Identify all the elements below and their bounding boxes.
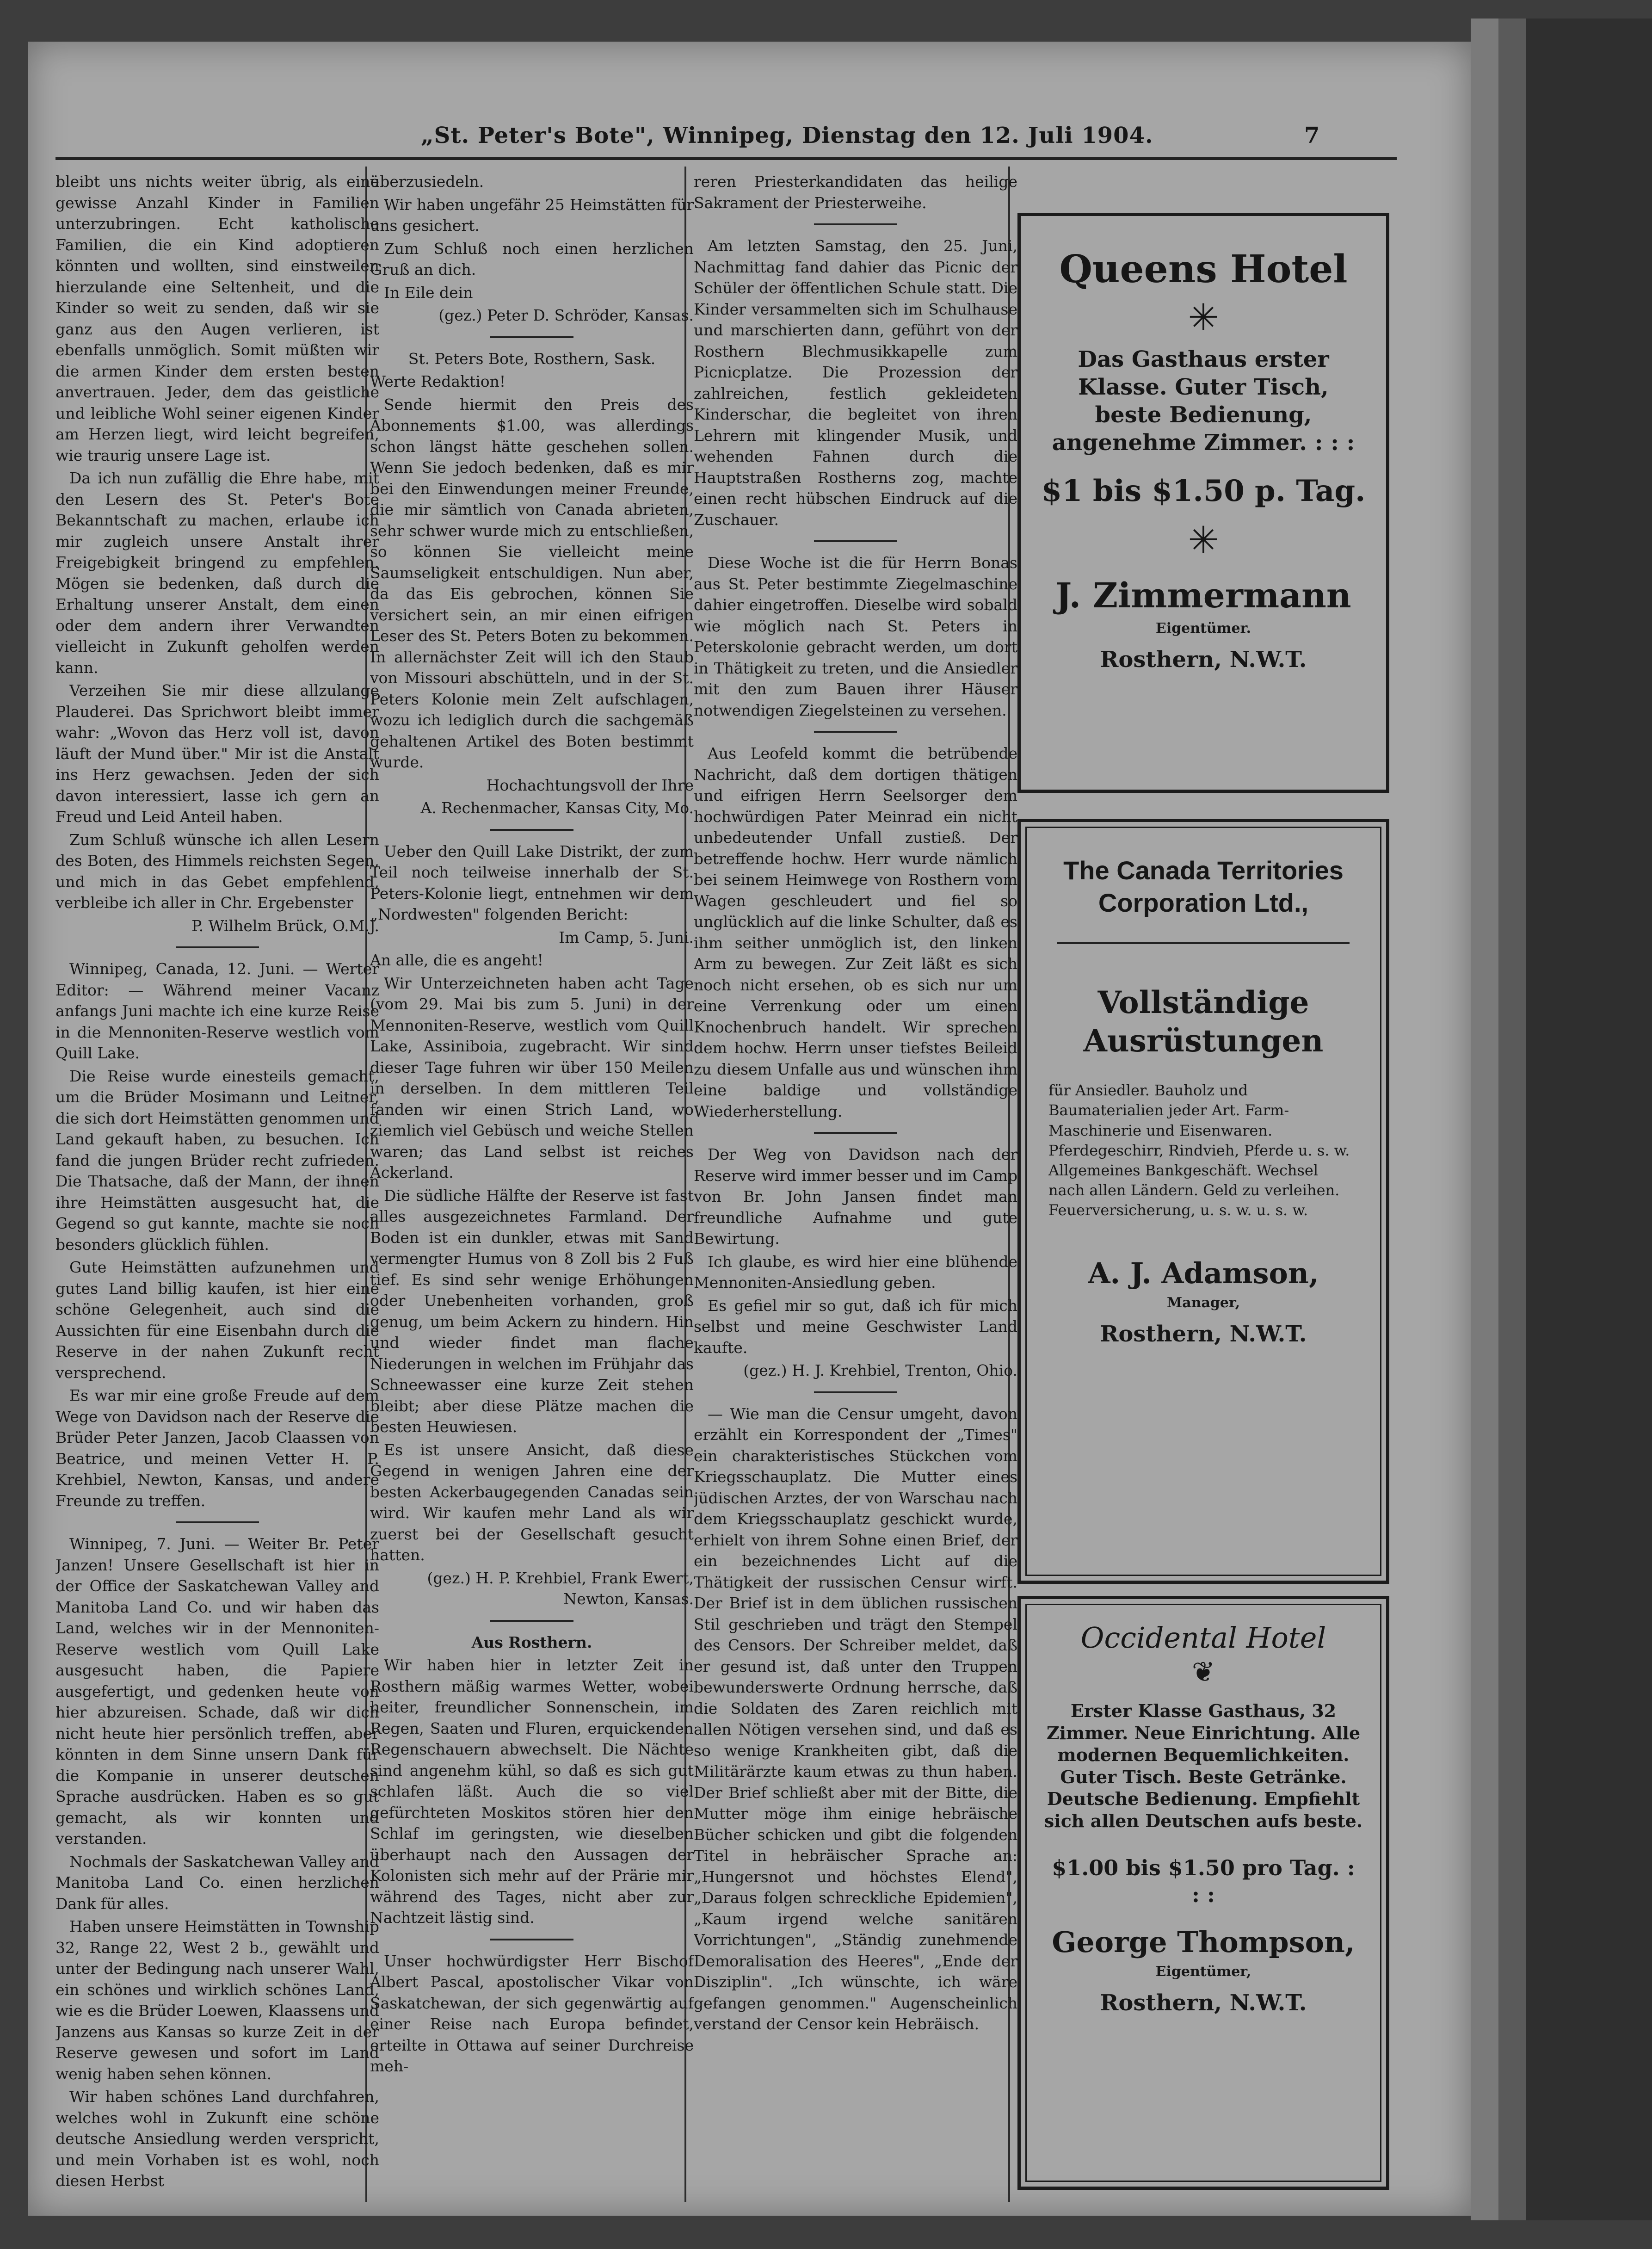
ornament-icon: ✳: [1188, 518, 1219, 562]
ornament-icon: ✳: [1188, 296, 1219, 340]
paragraph: Diese Woche ist die für Herrn Bonas aus St. Peter bestimmte Ziegelmaschine dahier eingetroffen. Dieselbe wird sobald wie möglich nach St. Peters in Peterskolonie gebracht werden, um dort in Thätigkeit zu treten, und die Ansiedler mit den zum Bauen ihrer Häuser notwendigen Ziegelsteinen zu versehen.: [694, 554, 1017, 719]
paragraph: In Eile dein: [384, 283, 473, 302]
separator: [814, 731, 897, 733]
paragraph: Unser hochwürdigster Herr Bischof Albert Pascal, apostolischer Vikar von Saskatchewan, der sich gegenwärtig auf einer Reise nach Europa befindet, erteilte in Ottawa auf seiner Durchreise meh-: [370, 1952, 694, 2075]
separator: [490, 1939, 573, 1940]
signature: P. Wilhelm Brück, O.M.J.: [191, 916, 379, 935]
paragraph: Winnipeg, 7. Juni. — Weiter Br. Peter Janzen! Unsere Gesellschaft ist hier in der Office der Saskatchewan Valley and Manitoba Land Co. und wir haben das Land, welches wir in der Mennoniten-Reserve westlich vom Quill Lake ausgesucht haben, die Papiere ausgefertigt, und gedenken heute von hier abzureisen. Schade, daß wir dich nicht heute hier persönlich treffen, aber könnten in dem Sinne unsern Dank für die Kompanie in unserer deutschen Sprache ausdrücken. Haben es so gut gemacht, als wir konnten und verstanden.: [55, 1535, 379, 1847]
paragraph: Da ich nun zufällig die Ehre habe, mit den Lesern des St. Peter's Bote Bekanntschaft zu machen, erlaube ich mir zugleich unsere Anstalt ihrer Freigebigkeit bringend zu empfehlen. Mögen sie bedenken, daß durch die Erhaltung unserer Anstalt, dem einen oder dem andern ihrer Verwandten vielleicht in Zukunft geholfen werden kann.: [55, 469, 379, 677]
column-1: [55, 171, 379, 2197]
paragraph: Winnipeg, Canada, 12. Juni. — Werter Editor: — Während meiner Vacanz anfangs Juni machte ich eine kurze Reise in die Mennoniten-Reserve westlich vom Quill Lake.: [55, 960, 379, 1062]
dateline: Im Camp, 5. Juni.: [559, 928, 694, 946]
page-edge: [1526, 19, 1652, 2220]
ad-role: Eigentümer,: [1155, 1964, 1251, 1980]
paragraph: Am letzten Samstag, den 25. Juni, Nachmittag fand dahier das Picnic der Schüler der öffentlichen Schule statt. Die Kinder versammelten sich im Schulhause und marschierten dann, geführt von der Rosthern Blechmusikkapelle zum Picnicplatze. Die Prozession der zahlreichen, festlich gekleideten Kinderschar, die begleitet von ihren Lehrern mit klingender Musik, und wehenden Fahnen durch die Hauptstraßen Rostherns zog, machte einen recht hübschen Eindruck auf die Zuschauer.: [694, 237, 1017, 529]
paragraph: Verzeihen Sie mir diese allzulange Plauderei. Das Sprichwort bleibt immer wahr: „Wovon das Herz voll ist, davon läuft der Mund über." Mir ist die Anstalt ins Herz gewachsen. Jeden der sich davon interessiert, lasse ich gern an Freud und Leid Anteil haben.: [55, 681, 379, 826]
paragraph: Es war mir eine große Freude auf dem Wege von Davidson nach der Reserve die Brüder Peter Janzen, Jacob Claassen von Beatrice, und meinen Vetter H. P. Krehbiel, Newton, Kansas, und andere Freunde zu treffen.: [55, 1386, 379, 1510]
separator: [814, 223, 897, 225]
paragraph: Zum Schluß wünsche ich allen Lesern des Boten, des Himmels reichsten Segen, und mich in das Gebet empfehlend, verbleibe ich aller in Chr. Ergebenster: [55, 830, 379, 912]
ad-title: Vollständige: [1097, 984, 1309, 1020]
ad-company-name: The Canada Territories Corporation Ltd.,: [1063, 856, 1344, 917]
paragraph: Wir haben schönes Land durchfahren, welches wohl in Zukunft eine schöne deutsche Ansiedlung werden verspricht, und mein Vorhaben ist es wohl, noch diesen Herbst: [55, 2088, 379, 2190]
paragraph: Ueber den Quill Lake Distrikt, der zum Teil noch teilweise innerhalb der St. Peters-Kolonie liegt, entnehmen wir dem „Nordwesten" folgenden Bericht:: [370, 842, 694, 923]
ad-manager: A. J. Adamson,: [1088, 1256, 1319, 1290]
page-edge: [1471, 19, 1498, 2220]
paragraph: Gute Heimstätten aufzunehmen und gutes Land billig kaufen, ist hier eine schöne Gelegenheit, auch sind die Aussichten für eine Eisenbahn durch die Reserve in der nahen Zukunft recht versprechend.: [55, 1258, 379, 1382]
occidental-hotel-ad: [1017, 1596, 1389, 2190]
newspaper-page: [28, 42, 1471, 2216]
ad-place: Rosthern, N.W.T.: [1100, 1990, 1307, 2016]
address: St. Peters Bote, Rosthern, Sask.: [408, 349, 656, 368]
paragraph: Es ist unsere Ansicht, daß diese Gegend in wenigen Jahren eine der besten Ackerbaugegenden Canadas sein wird. Wir kaufen mehr Land als wir zuerst bei der Gesellschaft gesucht hatten.: [370, 1440, 694, 1564]
separator: [490, 829, 573, 831]
paragraph: Zum Schluß noch einen herzlichen Gruß an dich.: [370, 239, 694, 278]
separator: [814, 540, 897, 542]
ornament-icon: ❦: [1191, 1656, 1215, 1689]
signature: (gez.) H. J. Krehbiel, Trenton, Ohio.: [743, 1361, 1017, 1379]
salutation: Werte Redaktion!: [370, 372, 506, 390]
ad-owner: George Thompson,: [1052, 1925, 1355, 1959]
paragraph: Sende hiermit den Preis des Abonnements $1.00, was allerdings schon längst hätte geschehen sollen. Wenn Sie jedoch bedenken, daß es mir bei den Einwendungen meiner Freunde, die mir sämtlich von Canada abrieten, sehr schwer wurde mich zu entschließen, so können Sie vielleicht meine Saumseligkeit entschuldigen. Nun aber, da das Eis gebrochen, können Sie versichert sein, an mir einen eifrigen Leser des St. Peters Boten zu bekommen. In allernächster Zeit will ich den Staub von Missouri abschütteln, und in der St. Peters Kolonie mein Zelt aufschlagen, wozu ich lediglich durch die sachgemäß gehaltenen Artikel des Boten bestimmt wurde.: [370, 395, 694, 771]
column-3: [694, 171, 1017, 2197]
paragraph: Es gefiel mir so gut, daß ich für mich selbst und meine Geschwister Land kaufte.: [694, 1296, 1017, 1357]
signature: A. Rechenmacher, Kansas City, Mo.: [420, 799, 694, 817]
queens-hotel-ad: [1017, 213, 1389, 793]
ad-description: Erster Klasse Gasthaus, 32 Zimmer. Neue Einrichtung. Alle modernen Bequemlichkeiten. Guter Tisch. Beste Getränke. Deutsche Bedienung. Empfiehlt sich allen Deutschen aufs beste.: [1044, 1700, 1363, 1831]
separator: [814, 1391, 897, 1393]
page-number: 7: [1304, 123, 1320, 148]
salutation: An alle, die es angeht!: [370, 951, 543, 969]
paragraph: Die südliche Hälfte der Reserve ist fast alles ausgezeichnetes Farmland. Der Boden ist ein dunkler, etwas mit Sand vermengter Humus von 8 Zoll bis 2 Fuß tief. Es sind sehr wenige Erhöhungen oder Unebenheiten vorhanden, groß genug, um beim Ackern zu hindern. Hin und wieder findet man flache Niederungen in welchen im Frühjahr das Schneewasser eine kurze Zeit stehen bleibt; aber diese Plätze machen die besten Heuwiesen.: [370, 1186, 694, 1436]
page-header: [28, 123, 1471, 150]
ad-title: Ausrüstungen: [1083, 1022, 1324, 1059]
separator: [490, 336, 573, 338]
page-edge: [1498, 19, 1526, 2220]
ad-description: für Ansiedler. Bauholz und Baumaterialien jeder Art. Farm-Maschinerie und Eisenwaren. Pferdegeschirr, Rindvieh, Pferde u. s. w. Allgemeines Bankgeschäft. Wechsel nach allen Ländern. Geld zu verleihen. Feuerversicherung, u. s. w. u. s. w.: [1048, 1081, 1350, 1219]
paragraph: Nochmals der Saskatchewan Valley and Manitoba Land Co. einen herzlichen Dank für alles.: [55, 1852, 379, 1913]
paragraph: Ich glaube, es wird hier eine blühende Mennoniten-Ansiedlung geben.: [694, 1252, 1017, 1291]
ad-rule: [1057, 942, 1350, 944]
closing: Hochachtungsvoll der Ihre: [486, 776, 694, 794]
paragraph: reren Priesterkandidaten das heilige Sakrament der Priesterweihe.: [694, 173, 1017, 212]
paragraph: Wir haben hier in letzter Zeit in Rosthern mäßig warmes Wetter, wobei heiter, freundlicher Sonnenschein, im Regen, Saaten und Fluren, erquickenden Regenschauern abwechselt. Die Nächte sind angenehm kühl, so daß es sich gut schlafen läßt. Auch die so viel gefürchteten Moskitos stören hier den Schlaf im geringsten, wie dieselben überhaupt nach den Aussagen der Kolonisten sich mehr auf der Prärie mir während des Tages, nicht aber zur Nachtzeit lästig sind.: [370, 1656, 694, 1927]
ad-place: Rosthern, N.W.T.: [1100, 1321, 1307, 1347]
column-2: [370, 171, 694, 2197]
ad-hotel-name: Occidental Hotel: [1080, 1621, 1326, 1655]
paragraph: bleibt uns nichts weiter übrig, als eine gewisse Anzahl Kinder in Familien unterzubringen. Echt katholische Familien, die ein Kind adoptieren könnten und wollten, sind einstweilen hierzulande eine Seltenheit, und die Kinder so weit zu senden, daß wir sie ganz aus den Augen verlieren, ist ebenfalls unmöglich. Somit müßten wir die armen Kinder dem ersten besten anvertrauen. Jeder, dem das geistliche und leibliche Wohl seiner eigenen Kinder am Herzen liegt, wird leicht begreifen, wie traurig unsere Lage ist.: [55, 173, 379, 464]
ad-place: Rosthern, N.W.T.: [1100, 646, 1307, 673]
paragraph: Der Weg von Davidson nach der Reserve wird immer besser und im Camp von Br. John Jansen findet man freundliche Aufnahme und gute Bewirtung.: [694, 1145, 1017, 1248]
separator: [176, 1521, 259, 1523]
separator: [814, 1132, 897, 1134]
ad-role: Eigentümer.: [1155, 620, 1251, 636]
paragraph: Wir Unterzeichneten haben acht Tage (vom 29. Mai bis zum 5. Juni) in der Mennoniten-Reserve, westlich vom Quill Lake, Assiniboia, zugebracht. Wir sind dieser Tage fuhren wir über 150 Meilen in derselben. In dem mittleren Teil fanden wir einen Strich Land, wo ziemlich viel Gebüsch und weiche Stellen waren; das Land selbst ist reiches Ackerland.: [370, 974, 694, 1181]
paragraph: — Wie man die Censur umgeht, davon erzählt ein Korrespondent der „Times" ein charakteristisches Stückchen vom Kriegsschauplatz. Die Mutter eines jüdischen Arztes, der von Warschau nach dem Kriegsschauplatz geschickt wurde, erhielt von ihrem Sohne einen Brief, der ein bezeichnendes Licht auf die Thätigkeit der russischen Censur wirft. Der Brief ist in dem üblichen russischen Stil geschrieben und trägt den Stempel des Censors. Der Schreiber meldet, daß er gesund ist, daß unter den Truppen bewunderswerte Ordnung herrsche, daß die Soldaten des Zaren reichlich mit allen Nötigen versehen sind, und daß es so wenige Krankheiten gibt, daß die Militärärzte kaum etwas zu thun haben. Der Brief schließt aber mit der Bitte, die Mutter möge ihm einige hebräische Bücher schicken und gibt die folgenden Titel in hebräischer Sprache an: „Hungersnot und höchstes Elend", „Daraus folgen schreckliche Epidemien", „Kaum irgend welche sanitären Vorrichtungen", „Ständig zunehmende Demoralisation des Heeres", „Ende der Disziplin". „Ich wünschte, ich wäre gefangen genommen." Augenscheinlich verstand der Censor kein Hebräisch.: [694, 1404, 1017, 2033]
paragraph: Haben unsere Heimstätten in Township 32, Range 22, West 2 b., gewählt und unter der Bedingung nach unserer Wahl, ein schönes und wirklich schönes Land, wie es die Brüder Loewen, Klaassens und Janzens aus Kansas so kurze Zeit in der Reserve gewesen und sofort im Land wenig haben sehen können.: [55, 1917, 379, 2083]
signature: (gez.) H. P. Krehbiel, Frank Ewert, Newton, Kansas.: [427, 1569, 694, 1608]
paragraph: Wir haben ungefähr 25 Heimstätten für uns gesichert.: [370, 195, 694, 235]
separator: [490, 1620, 573, 1622]
paragraph: Die Reise wurde einesteils gemacht, um die Brüder Mosimann und Leitner, die sich dort Heimstätten genommen und Land gekauft haben, zu besuchen. Ich fand die jungen Brüder recht zufrieden. Die Thatsache, daß der Mann, der ihnen ihre Heimstätten ausgesucht hat, die Gegend so gut kannte, machte sie noch besonders glücklich fühlen.: [55, 1067, 379, 1254]
masthead-line: „St. Peter's Bote", Winnipeg, Dienstag den 12. Juli 1904.: [421, 123, 1153, 148]
ad-hotel-name: Queens Hotel: [1059, 247, 1348, 291]
ad-text: Das Gasthaus erster Klasse. Guter Tisch, beste Bedienung, angenehme Zimmer. : : :: [1052, 346, 1355, 456]
canada-territories-ad: [1017, 819, 1389, 1584]
header-rule: [55, 157, 1397, 160]
separator: [176, 946, 259, 948]
ad-owner: J. Zimmermann: [1055, 575, 1351, 616]
paragraph: überzusiedeln.: [370, 173, 484, 191]
section-heading: Aus Rosthern.: [471, 1633, 592, 1651]
ad-role: Manager,: [1166, 1294, 1240, 1311]
ad-price: $1 bis $1.50 p. Tag.: [1041, 474, 1366, 509]
paragraph: Aus Leofeld kommt die betrübende Nachricht, daß dem dortigen thätigen und eifrigen Herrn Seelsorger dem hochwürdigen Pater Meinrad ein nicht unbedeutender Unfall zustieß. Der betreffende hochw. Herr wurde nämlich bei seinem Heimwege von Rosthern vom Wagen geschleudert und fiel so unglücklich auf die linke Schulter, daß es ihm seither unmöglich ist, den linken Arm zu bewegen. Zur Zeit läßt es sich noch nicht ersehen, ob es sich nur um eine Verrenkung oder um einen Knochenbruch handelt. Wir sprechen dem hochw. Herrn unser tiefstes Beileid zu diesem Unfalle aus und wünschen ihm eine baldige und vollständige Wiederherstellung.: [694, 744, 1017, 1120]
ad-price: $1.00 bis $1.50 pro Tag. : : :: [1052, 1855, 1355, 1907]
signature: (gez.) Peter D. Schröder, Kansas.: [438, 306, 694, 324]
